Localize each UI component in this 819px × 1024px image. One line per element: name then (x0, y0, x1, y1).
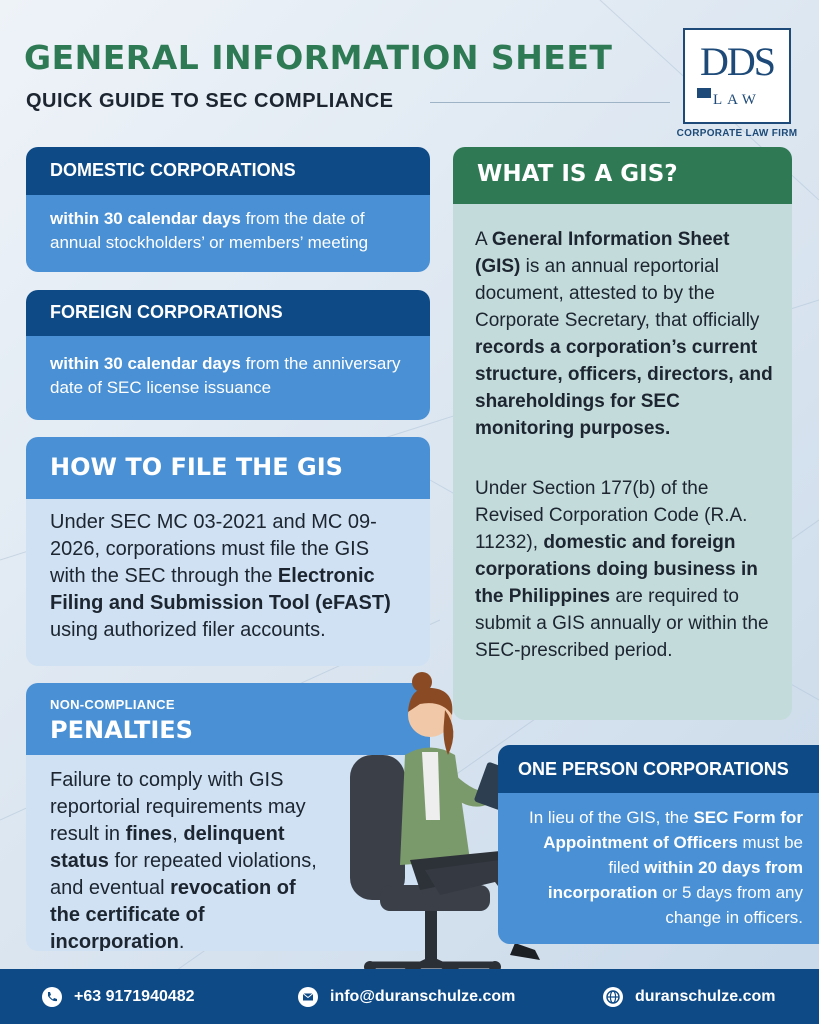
divider (430, 102, 670, 103)
card-heading: DOMESTIC CORPORATIONS (26, 147, 430, 195)
emphasis: records a corporation’s current structure, officers, directors, and shareholdings for SEC monitoring purposes. (475, 337, 773, 439)
body-text: Failure to comply with GIS reportorial requirements may result in (50, 769, 306, 845)
card-body (26, 499, 430, 666)
body-text: , (172, 823, 184, 845)
phone-icon (42, 987, 62, 1007)
body-text: is an annual reportorial document, attested to by the Corporate Secretary, that officially (475, 256, 760, 331)
paragraph (475, 475, 778, 664)
emphasis: delinquent status (50, 823, 285, 872)
body-text: from the anniversary date of SEC license issuance (50, 354, 401, 397)
emphasis: SEC Form for Appointment of Officers (543, 808, 803, 852)
body-text: for repeated violations, and eventual (50, 850, 317, 899)
logo-law-text: LAW (713, 92, 761, 108)
website-contact[interactable] (603, 987, 775, 1007)
card-heading: ONE PERSON CORPORATIONS (498, 745, 819, 793)
domestic-corporations-card (26, 147, 430, 272)
page-title: GENERAL INFORMATION SHEET (24, 38, 613, 77)
contact-footer (0, 969, 819, 1024)
card-heading: WHAT IS A GIS? (453, 147, 792, 204)
body-text: using authorized filer accounts. (50, 619, 326, 641)
email-contact[interactable] (298, 987, 515, 1007)
emphasis: within 30 calendar days (50, 209, 241, 228)
logo-caption: CORPORATE LAW FIRM (676, 128, 798, 139)
card-body (26, 336, 430, 420)
card-heading: HOW TO FILE THE GIS (26, 437, 430, 499)
what-is-gis-card (453, 147, 792, 720)
phone-contact[interactable] (42, 987, 195, 1007)
card-eyebrow: NON-COMPLIANCE (50, 697, 175, 712)
website-url: duranschulze.com (635, 988, 776, 1005)
email-address: info@duranschulze.com (330, 988, 516, 1005)
body-text: In lieu of the GIS, the (529, 808, 694, 827)
emphasis: fines (125, 823, 173, 845)
body-text: . (178, 931, 185, 951)
logo-mark: DDS (699, 39, 775, 84)
body-text: A (475, 229, 492, 250)
emphasis: General Information Sheet (GIS) (475, 229, 730, 277)
body-text: Under SEC MC 03-2021 and MC 09-2026, corporations must file the GIS with the SEC through the (50, 511, 377, 587)
emphasis: Electronic Filing and Submission Tool (eFAST) (50, 565, 391, 614)
globe-icon (603, 987, 623, 1007)
one-person-corporations-box (498, 745, 819, 944)
firm-logo (683, 28, 791, 124)
body-text: from the date of annual stockholders’ or members’ meeting (50, 209, 369, 252)
emphasis: within 20 days from incorporation (547, 858, 803, 902)
mail-icon (298, 987, 318, 1007)
emphasis: domestic and foreign corporations doing business in the Philippines (475, 532, 758, 607)
emphasis: within 30 calendar days (50, 354, 241, 373)
body-text: must be filed (608, 833, 803, 877)
body-text: are required to submit a GIS annually or within the SEC-prescribed period. (475, 586, 769, 661)
card-heading: FOREIGN CORPORATIONS (26, 290, 430, 336)
how-to-file-card (26, 437, 430, 666)
phone-number: +63 9171940482 (74, 988, 195, 1005)
card-body (453, 204, 792, 720)
page-subtitle: QUICK GUIDE TO SEC COMPLIANCE (26, 90, 394, 112)
card-body (498, 793, 819, 944)
foreign-corporations-card (26, 290, 430, 420)
card-body (26, 195, 430, 272)
paragraph (475, 226, 778, 442)
emphasis: revocation of the certificate of incorporation (50, 877, 296, 951)
card-title: PENALTIES (50, 716, 193, 744)
body-text: or 5 days from any change in officers. (657, 883, 803, 927)
body-text: Under Section 177(b) of the Revised Corporation Code (R.A. 11232), (475, 478, 748, 553)
